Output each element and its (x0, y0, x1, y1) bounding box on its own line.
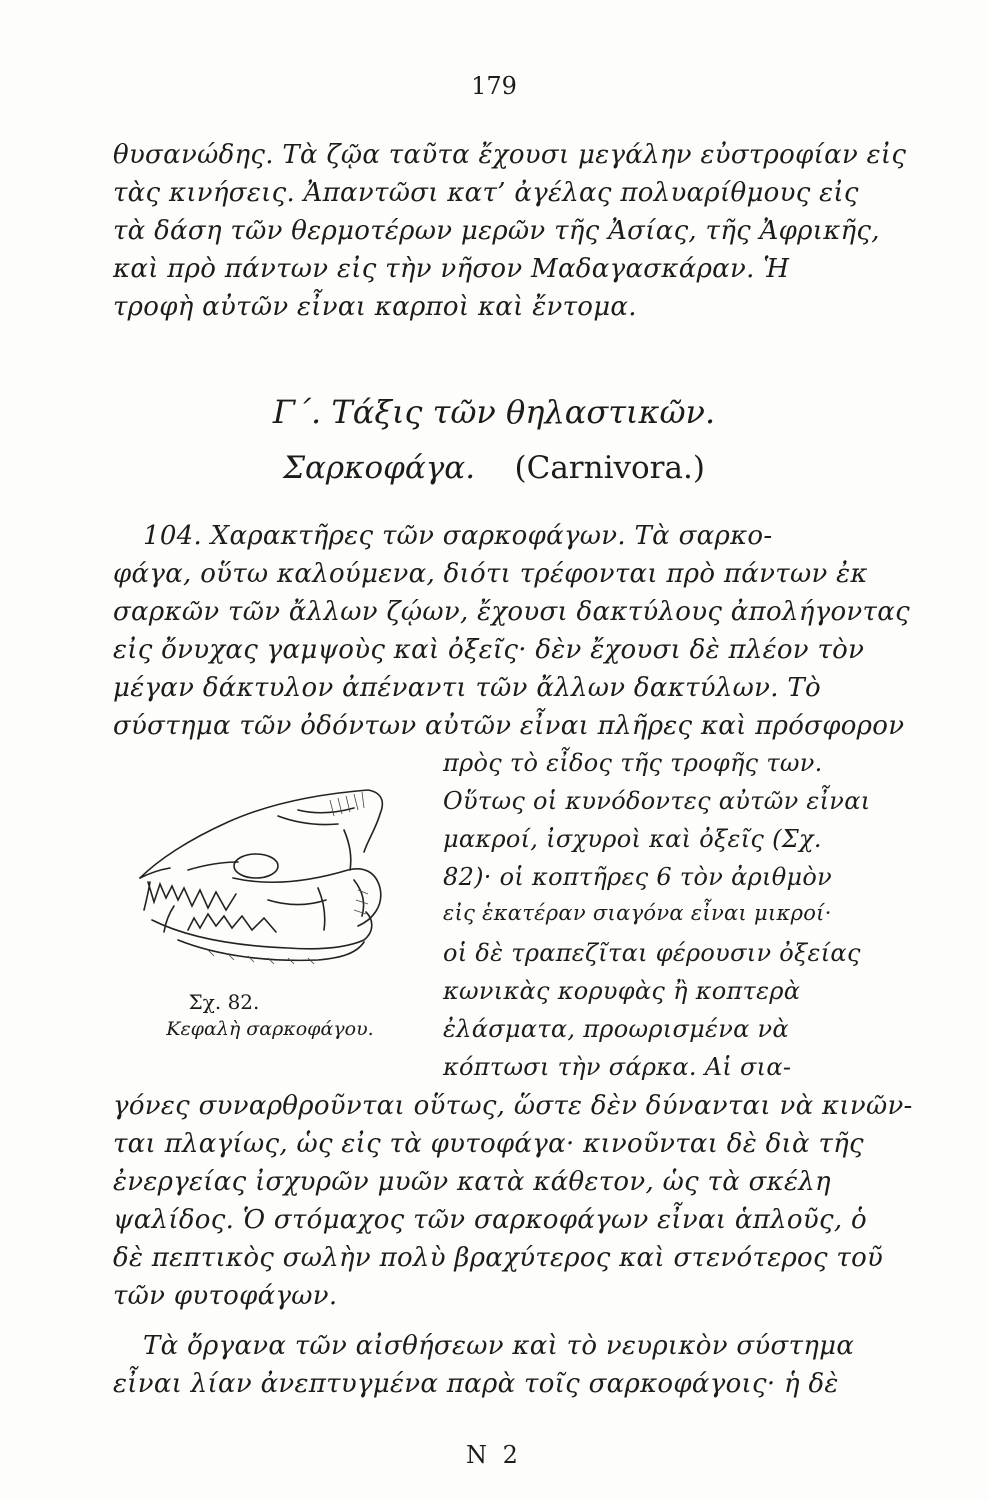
figure-label: Σχ. 82. (188, 990, 260, 1014)
heading-latin: (Carnivora.) (514, 450, 705, 486)
heading-name: Σαρκοφάγα. (283, 450, 476, 486)
figure-caption: Κεφαλὴ σαρκοφάγου. (166, 1018, 374, 1040)
text-line: οἱ δὲ τραπεζῖται φέρουσιν ὀξείας (443, 939, 861, 967)
text-line: δὲ πεπτικὸς σωλὴν πολὺ βραχύτερος καὶ στενότερος τοῦ (113, 1243, 884, 1273)
section-heading: Γ΄. Τάξις τῶν θηλαστικῶν. (272, 393, 716, 431)
text-line: τὰς κινήσεις. Ἀπαντῶσι κατ’ ἀγέλας πολυαρίθμους εἰς (113, 178, 859, 208)
text-line: εἶναι λίαν ἀνεπτυγμένα παρὰ τοῖς σαρκοφάγοις· ἡ δὲ (113, 1369, 839, 1399)
text-line: μέγαν δάκτυλον ἀπέναντι τῶν ἄλλων δακτύλων. Τὸ (113, 673, 821, 703)
text-line: καὶ πρὸ πάντων εἰς τὴν νῆσον Μαδαγασκάραν. Ἡ (113, 254, 790, 284)
text-line: τὰ δάση τῶν θερμοτέρων μερῶν τῆς Ἀσίας, τῆς Ἀφρικῆς, (113, 216, 880, 246)
text-line: πρὸς τὸ εἶδος τῆς τροφῆς των. (443, 749, 823, 777)
text-line: τῶν φυτοφάγων. (113, 1281, 338, 1311)
text-line: Οὕτως οἱ κυνόδοντες αὐτῶν εἶναι (443, 787, 871, 815)
text-line: ἐνεργείας ἰσχυρῶν μυῶν κατὰ κάθετον, ὡς τὰ σκέλη (113, 1167, 831, 1197)
text-line: θυσανώδης. Τὰ ζῷα ταῦτα ἔχουσι μεγάλην εὐστροφίαν εἰς (113, 140, 907, 170)
text-line: εἰς ἑκατέραν σιαγόνα εἶναι μικροί· (443, 901, 832, 925)
text-line: τροφὴ αὐτῶν εἶναι καρποὶ καὶ ἔντομα. (113, 292, 637, 322)
text-line: μακροί, ἰσχυροὶ καὶ ὀξεῖς (Σχ. (443, 825, 822, 853)
text-line: 104. Χαρακτῆρες τῶν σαρκοφάγων. Τὰ σαρκο- (143, 521, 773, 551)
text-line: κόπτωσι τὴν σάρκα. Αἱ σια- (443, 1053, 792, 1081)
text-line: ται πλαγίως, ὡς εἰς τὰ φυτοφάγα· κινοῦνται δὲ διὰ τῆς (113, 1129, 864, 1159)
text-line: γόνες συναρθροῦνται οὕτως, ὥστε δὲν δύνανται νὰ κινῶν- (113, 1091, 913, 1121)
signature-mark: Ν 2 (466, 1441, 522, 1469)
text-line: σύστημα τῶν ὀδόντων αὐτῶν εἶναι πλῆρες καὶ πρόσφορον (113, 711, 905, 741)
text-line: κωνικὰς κορυφὰς ἢ κοπτερὰ (443, 977, 801, 1005)
text-line: ἐλάσματα, προωρισμένα νὰ (443, 1015, 789, 1043)
page-number: 179 (471, 72, 517, 100)
text-line: ψαλίδος. Ὁ στόμαχος τῶν σαρκοφάγων εἶναι ἁπλοῦς, ὁ (113, 1205, 867, 1235)
section-subheading (0, 450, 988, 486)
carnivore-skull-illustration (118, 770, 418, 1000)
text-line: Τὰ ὄργανα τῶν αἰσθήσεων καὶ τὸ νευρικὸν σύστημα (143, 1331, 855, 1361)
text-line: σαρκῶν τῶν ἄλλων ζῴων, ἔχουσι δακτύλους ἀπολήγοντας (113, 597, 910, 627)
text-line: 82)· οἱ κοπτῆρες 6 τὸν ἀριθμὸν (443, 863, 832, 891)
text-line: φάγα, οὕτω καλούμενα, διότι τρέφονται πρὸ πάντων ἐκ (113, 559, 868, 589)
text-line: εἰς ὄνυχας γαμψοὺς καὶ ὀξεῖς· δὲν ἔχουσι δὲ πλέον τὸν (113, 635, 865, 665)
